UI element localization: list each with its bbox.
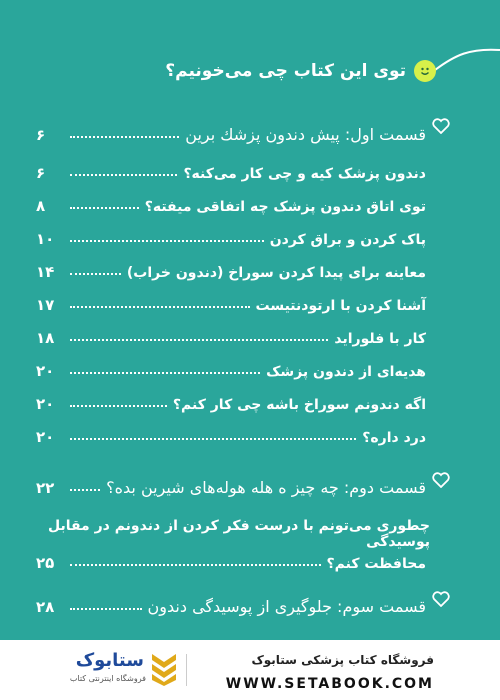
section-label: قسمت سوم: جلوگیری از پوسیدگی دندون <box>147 597 426 616</box>
item-label: اگه دندونم سوراخ باشه چی کار کنم؟ <box>172 397 426 413</box>
footer-banner <box>0 640 500 700</box>
page-number: ۱۰ <box>36 230 55 248</box>
toc-section-3 <box>36 592 426 616</box>
dot-leader <box>70 273 121 275</box>
toc-item <box>36 358 426 380</box>
item-label: محافظت کنم؟ <box>326 556 426 572</box>
toc-item <box>36 292 426 314</box>
toc-section-1 <box>36 120 426 144</box>
logo-subtitle: فروشگاه اینترنتی کتاب <box>69 674 146 683</box>
page-number: ۲۰ <box>36 395 55 413</box>
shop-name: فروشگاه کتاب پزشکی ستابوک <box>251 653 434 667</box>
section-label: قسمت اول: پیش دندون پزشك برین <box>185 125 426 144</box>
toc-item <box>36 325 426 347</box>
toc-title-row <box>165 60 436 82</box>
setabook-logo-icon <box>150 652 178 686</box>
dot-leader <box>70 174 177 176</box>
shop-url-link[interactable]: WWW.SETABOOK.COM <box>225 676 434 692</box>
toc-title: توی این کتاب چی می‌خونیم؟ <box>165 61 406 81</box>
dot-leader <box>70 564 321 566</box>
dot-leader <box>70 489 100 491</box>
page-number: ۲۰ <box>36 362 55 380</box>
toc-section-2 <box>36 473 426 497</box>
toc-item <box>36 193 426 215</box>
item-label: آشنا کردن با ارتودنتیست <box>255 298 426 314</box>
logo-text: ستابوک <box>75 650 144 671</box>
page-number: ۶ <box>36 126 46 144</box>
item-label: معاینه برای پیدا کردن سوراخ (دندون خراب) <box>126 265 426 281</box>
heart-icon <box>432 118 450 134</box>
dot-leader <box>70 372 260 374</box>
heart-icon <box>432 591 450 607</box>
dot-leader <box>70 136 179 138</box>
dot-leader <box>70 339 328 341</box>
toc-item-multiline-text: چطوری می‌تونم با درست فکر کردن از دندونم در مقابل پوسیدگی <box>47 518 430 550</box>
toc-item <box>36 259 426 281</box>
toc-item <box>36 391 426 413</box>
dot-leader <box>70 608 142 610</box>
dot-leader <box>70 405 167 407</box>
item-label: دندون پزشک کیه و چی کار می‌کنه؟ <box>183 166 426 182</box>
toc-item <box>36 424 426 446</box>
heart-icon <box>432 472 450 488</box>
page-number: ۲۸ <box>36 598 55 616</box>
item-label: کار با فلوراید <box>334 331 426 347</box>
page-number: ۲۵ <box>36 554 55 572</box>
section-label: قسمت دوم: چه چیز ه هله هوله‌های شیرین بده؟ <box>106 478 426 497</box>
dot-leader <box>70 438 356 440</box>
item-label: پاک کردن و براق کردن <box>269 232 426 248</box>
smiley-icon <box>414 60 436 82</box>
dot-leader <box>70 240 264 242</box>
toc-item <box>36 226 426 248</box>
page-number: ۲۲ <box>36 479 55 497</box>
page-number: ۶ <box>36 164 46 182</box>
item-label: درد داره؟ <box>362 430 426 446</box>
page-number: ۲۰ <box>36 428 55 446</box>
item-label: توی اتاق دندون پزشک چه اتفاقی میفته؟ <box>144 199 426 215</box>
toc-item <box>36 550 426 572</box>
page-number: ۸ <box>36 197 46 215</box>
page-number: ۱۸ <box>36 329 55 347</box>
divider <box>186 654 187 686</box>
item-label: هدیه‌ای از دندون پزشک <box>266 364 426 380</box>
dot-leader <box>70 306 250 308</box>
page-number: ۱۴ <box>36 263 55 281</box>
toc-item <box>36 160 426 182</box>
dot-leader <box>70 207 139 209</box>
page-number: ۱۷ <box>36 296 55 314</box>
